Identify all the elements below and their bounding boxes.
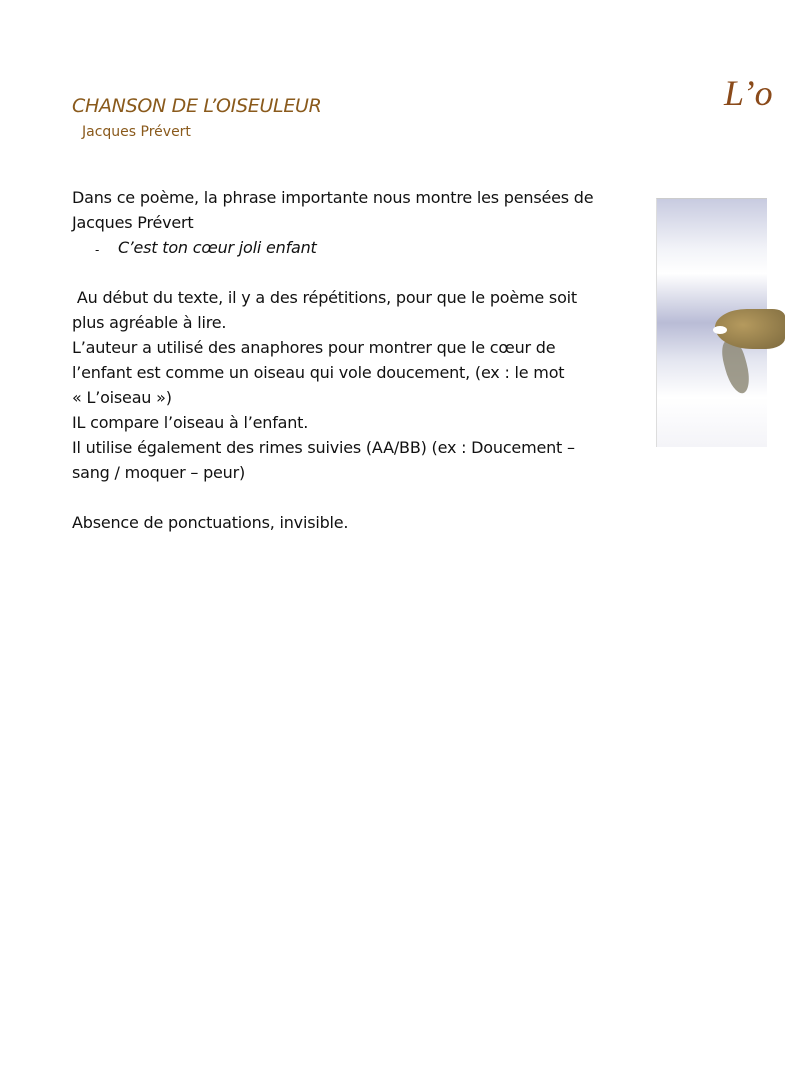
- poem-title: CHANSON DE L’OISEULEUR: [72, 95, 322, 117]
- text-line: « L’oiseau »): [72, 388, 172, 407]
- bird-photo: [656, 198, 767, 447]
- text-line: sang / moquer – peur): [72, 463, 246, 482]
- text-line: Dans ce poème, la phrase importante nous montre les pensées de: [72, 188, 594, 207]
- text-line: Au début du texte, il y a des répétitions, pour que le poème soit: [72, 288, 577, 307]
- bullet-dash: -: [95, 243, 100, 257]
- text-line: l’enfant est comme un oiseau qui vole doucement, (ex : le mot: [72, 363, 565, 382]
- right-page-title: L’o: [724, 73, 773, 113]
- text-line: Jacques Prévert: [72, 213, 194, 232]
- text-line: Il utilise également des rimes suivies (AA/BB) (ex : Doucement –: [72, 438, 575, 457]
- bird-head-patch: [713, 326, 727, 334]
- quote-line: C’est ton cœur joli enfant: [118, 238, 317, 257]
- text-line: plus agréable à lire.: [72, 313, 227, 332]
- text-line: IL compare l’oiseau à l’enfant.: [72, 413, 309, 432]
- poem-author: Jacques Prévert: [82, 124, 191, 140]
- text-line: L’auteur a utilisé des anaphores pour montrer que le cœur de: [72, 338, 556, 357]
- text-line: Absence de ponctuations, invisible.: [72, 513, 349, 532]
